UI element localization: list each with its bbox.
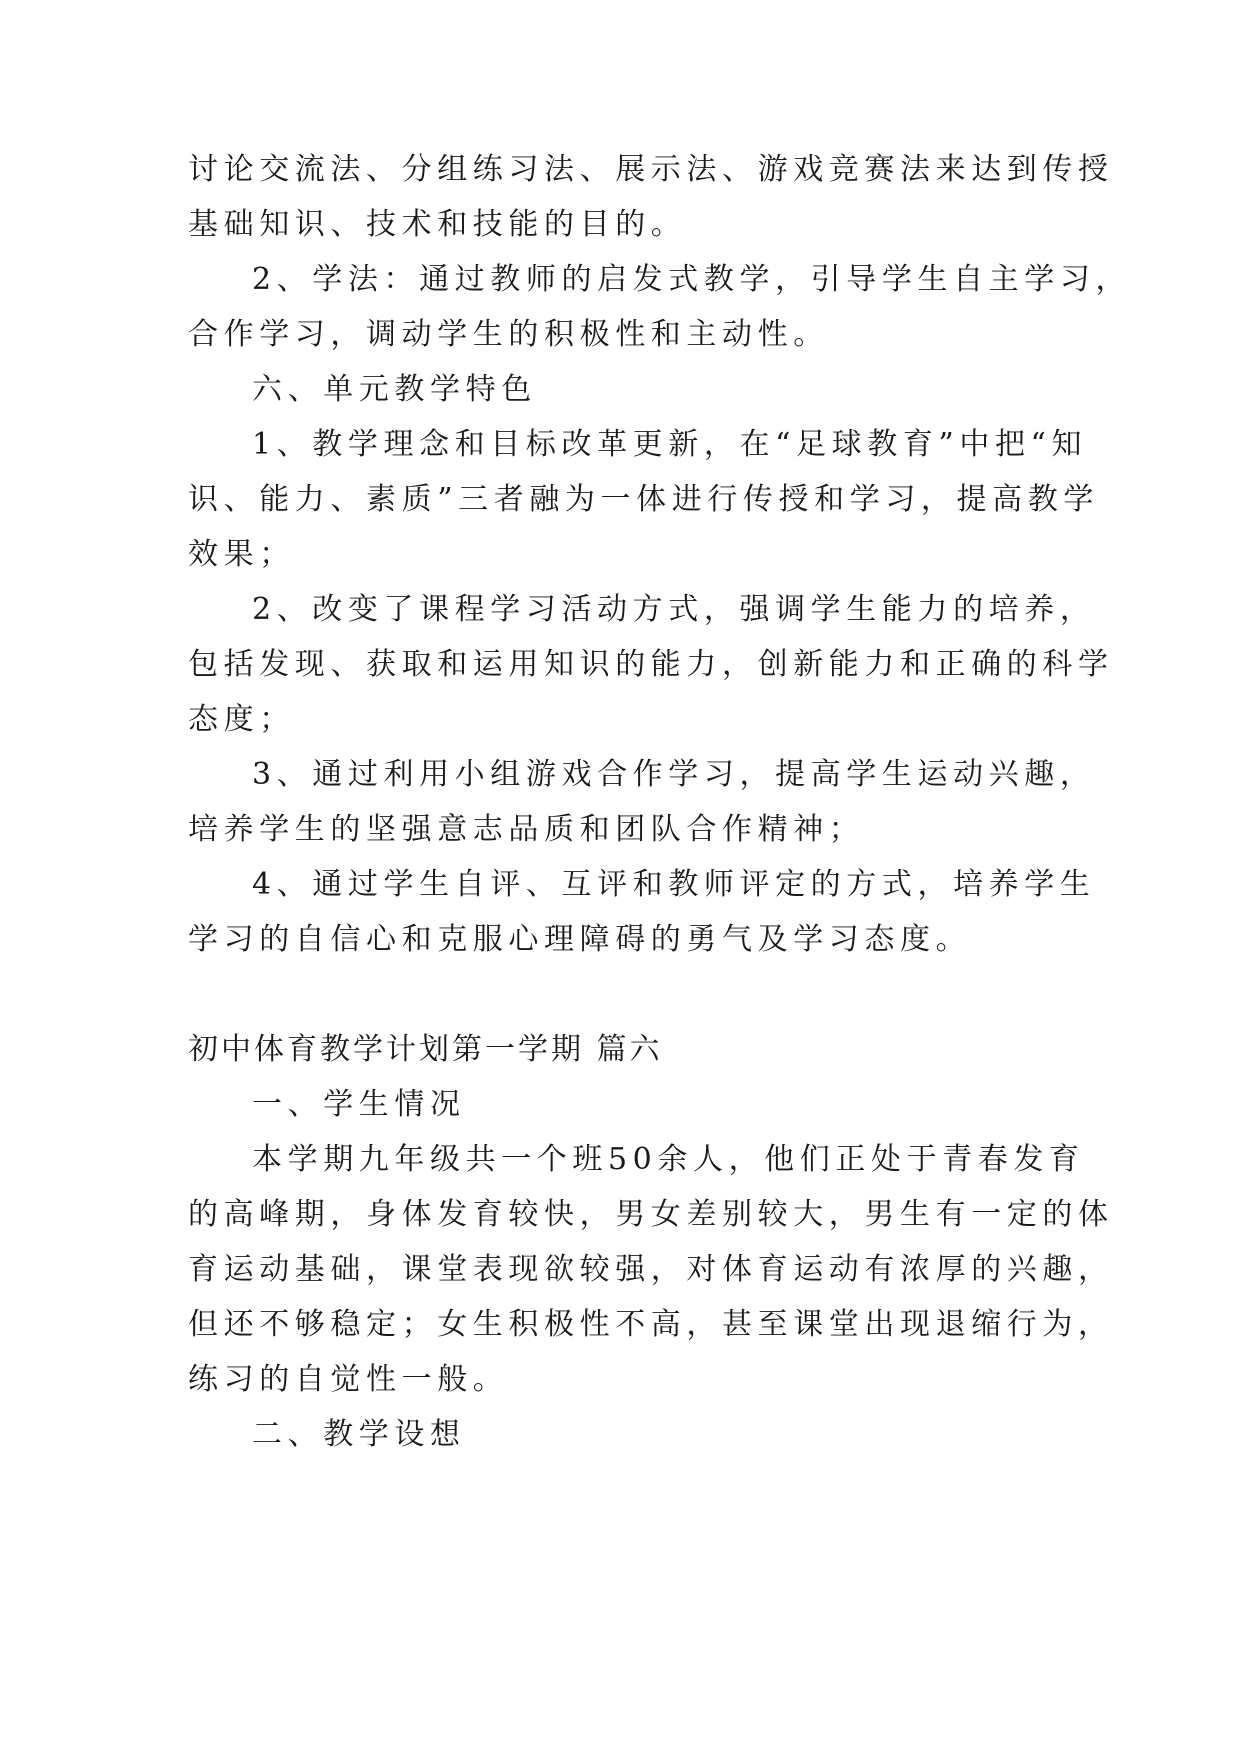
section-heading: 一、学生情况 xyxy=(252,1087,466,1122)
paragraph-line: 育运动基础，课堂表现欲较强，对体育运动有浓厚的兴趣， xyxy=(188,1252,1114,1287)
paragraph-line: 3、通过利用小组游戏合作学习，提高学生运动兴趣， xyxy=(252,757,1096,792)
paragraph-line: 但还不够稳定；女生积极性不高，甚至课堂出现退缩行为， xyxy=(188,1307,1114,1342)
paragraph-line: 基础知识、技术和技能的目的。 xyxy=(188,207,687,242)
paragraph-line: 培养学生的坚强意志品质和团队合作精神； xyxy=(188,812,865,847)
paragraph-line: 学习的自信心和克服心理障碍的勇气及学习态度。 xyxy=(188,922,972,957)
section-heading: 六、单元教学特色 xyxy=(252,372,537,407)
paragraph-line: 1、教学理念和目标改革更新，在“足球教育”中把“知 xyxy=(252,427,1088,462)
paragraph-line: 识、能力、素质”三者融为一体进行传授和学习，提高教学 xyxy=(188,482,1099,517)
article-title: 初中体育教学计划第一学期 篇六 xyxy=(188,1032,663,1067)
paragraph-line: 合作学习，调动学生的积极性和主动性。 xyxy=(188,317,829,352)
paragraph-line: 本学期九年级共一个班50余人，他们正处于青春发育 xyxy=(252,1142,1085,1177)
paragraph-line: 讨论交流法、分组练习法、展示法、游戏竞赛法来达到传授 xyxy=(188,152,1114,187)
paragraph-line: 2、改变了课程学习活动方式，强调学生能力的培养， xyxy=(252,592,1096,627)
paragraph-line: 包括发现、获取和运用知识的能力，创新能力和正确的科学 xyxy=(188,647,1114,682)
section-heading: 二、教学设想 xyxy=(252,1417,466,1452)
paragraph-line: 4、通过学生自评、互评和教师评定的方式，培养学生 xyxy=(252,867,1096,902)
paragraph-line: 的高峰期，身体发育较快，男女差别较大，男生有一定的体 xyxy=(188,1197,1114,1232)
paragraph-line: 练习的自觉性一般。 xyxy=(188,1362,509,1397)
paragraph-line: 态度； xyxy=(188,702,295,737)
paragraph-line: 效果； xyxy=(188,537,295,572)
paragraph-line: 2、学法：通过教师的启发式教学，引导学生自主学习， xyxy=(252,262,1132,297)
